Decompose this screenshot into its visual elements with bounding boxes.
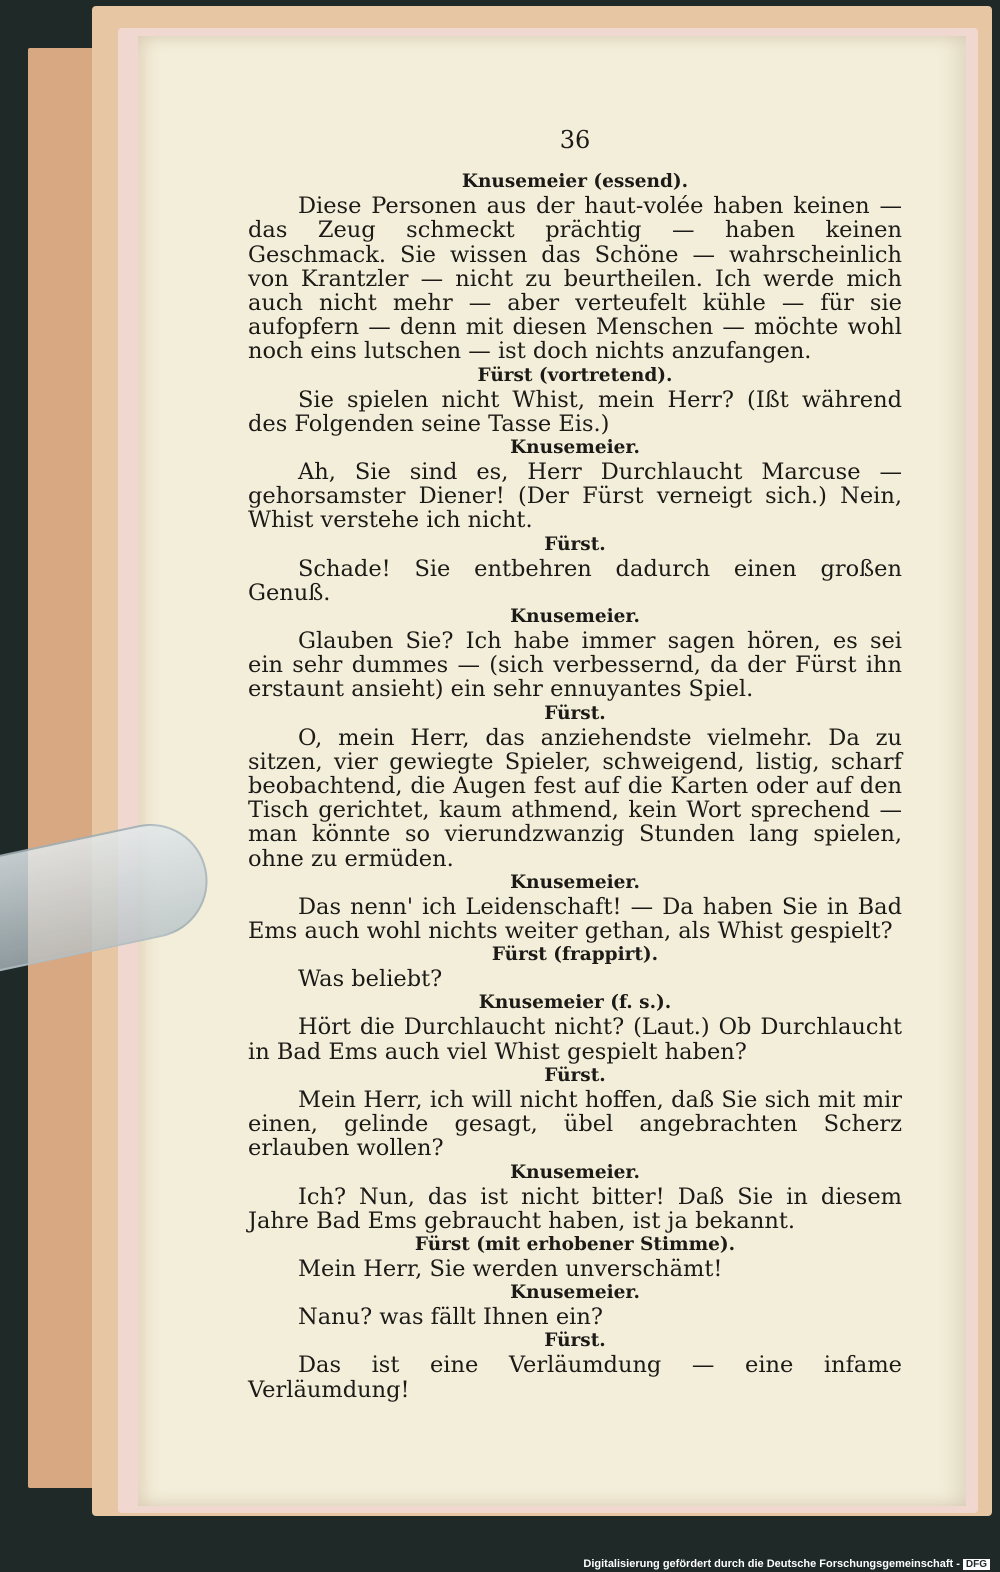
- dialogue-paragraph: Mein Herr, Sie werden unverschämt!: [298, 1255, 723, 1282]
- digitization-footer: [583, 1558, 990, 1570]
- dialogue-paragraph: Schade! Sie entbehren dadurch einen großen Genuß.: [248, 555, 902, 606]
- book-page: [138, 36, 966, 1506]
- speaker-heading: Fürst.: [544, 533, 606, 555]
- speaker-heading: Fürst.: [544, 702, 606, 724]
- speaker-heading: Knusemeier.: [510, 437, 640, 459]
- dialogue-paragraph: Ah, Sie sind es, Herr Durchlaucht Marcuse — gehorsamster Diener! (Der Fürst verneigt sich.) Nein, Whist verstehe ich nicht.: [248, 459, 902, 534]
- dialogue-lines: [248, 170, 902, 1402]
- speaker-heading: Knusemeier (essend).: [461, 171, 689, 193]
- dialogue-paragraph: Sie spielen nicht Whist, mein Herr? (Ißt während des Folgenden seine Tasse Eis.): [248, 386, 902, 437]
- speaker-heading: Fürst (frappirt).: [491, 944, 659, 966]
- dialogue-paragraph: Das ist eine Verläumdung — eine infame Verläumdung!: [248, 1352, 902, 1403]
- dialogue-paragraph: Ich? Nun, das ist nicht bitter! Daß Sie in diesem Jahre Bad Ems gebraucht haben, ist ja bekannt.: [248, 1183, 902, 1234]
- page-text: [248, 128, 902, 1402]
- page-number: 36: [559, 126, 591, 154]
- speaker-heading: Knusemeier.: [510, 871, 640, 893]
- speaker-heading: Knusemeier.: [510, 1282, 640, 1304]
- dfg-logo: DFG: [963, 1559, 990, 1570]
- dialogue-paragraph: Mein Herr, ich will nicht hoffen, daß Sie sich mit mir einen, gelinde gesagt, übel angebrachten Scherz erlauben wollen?: [248, 1086, 902, 1162]
- speaker-heading: Knusemeier.: [510, 1161, 640, 1183]
- speaker-heading: Fürst.: [544, 1330, 606, 1352]
- speaker-heading: Knusemeier (f. s.).: [478, 992, 672, 1014]
- dialogue-paragraph: Was beliebt?: [298, 966, 443, 993]
- speaker-heading: Knusemeier.: [510, 606, 640, 628]
- speaker-heading: Fürst (vortretend).: [477, 364, 673, 386]
- dialogue-paragraph: O, mein Herr, das anziehendste vielmehr. Da zu sitzen, vier gewiegte Spieler, schweigend, listig, scharf beobachtend, die Augen fest auf die Karten oder auf den Tisch gerichtet, kaum athmend, kein Wort sprechend — man könnte so vierundzwanzig Stunden lang spielen, ohne zu ermüden.: [248, 724, 902, 872]
- dialogue-paragraph: Glauben Sie? Ich habe immer sagen hören, es sei ein sehr dummes — (sich verbessernd, da der Fürst ihn erstaunt ansieht) ein sehr ennuyantes Spiel.: [248, 628, 902, 703]
- footer-text: Digitalisierung gefördert durch die Deutsche Forschungsgemeinschaft -: [583, 1558, 960, 1570]
- dialogue-paragraph: Nanu? was fällt Ihnen ein?: [298, 1304, 603, 1331]
- dialogue-paragraph: Diese Personen aus der haut-volée haben keinen — das Zeug schmeckt prächtig — haben keinen Geschmack. Sie wissen das Schöne — wahrscheinlich von Krantzler — nicht zu beurtheilen. Ich werde mich auch nicht mehr — aber verteufelt kühle — für sie aufopfern — denn mit diesen Menschen — möchte wohl noch eins lutschen — ist doch nichts anzufangen.: [248, 193, 902, 365]
- dialogue-paragraph: Hört die Durchlaucht nicht? (Laut.) Ob Durchlaucht in Bad Ems auch viel Whist gespielt haben?: [248, 1014, 902, 1065]
- speaker-heading: Fürst (mit erhobener Stimme).: [414, 1233, 736, 1255]
- speaker-heading: Fürst.: [544, 1064, 606, 1086]
- book-board: [28, 48, 98, 1488]
- dialogue-paragraph: Das nenn' ich Leidenschaft! — Da haben Sie in Bad Ems auch wohl nichts weiter gethan, als Whist gespielt?: [248, 893, 902, 945]
